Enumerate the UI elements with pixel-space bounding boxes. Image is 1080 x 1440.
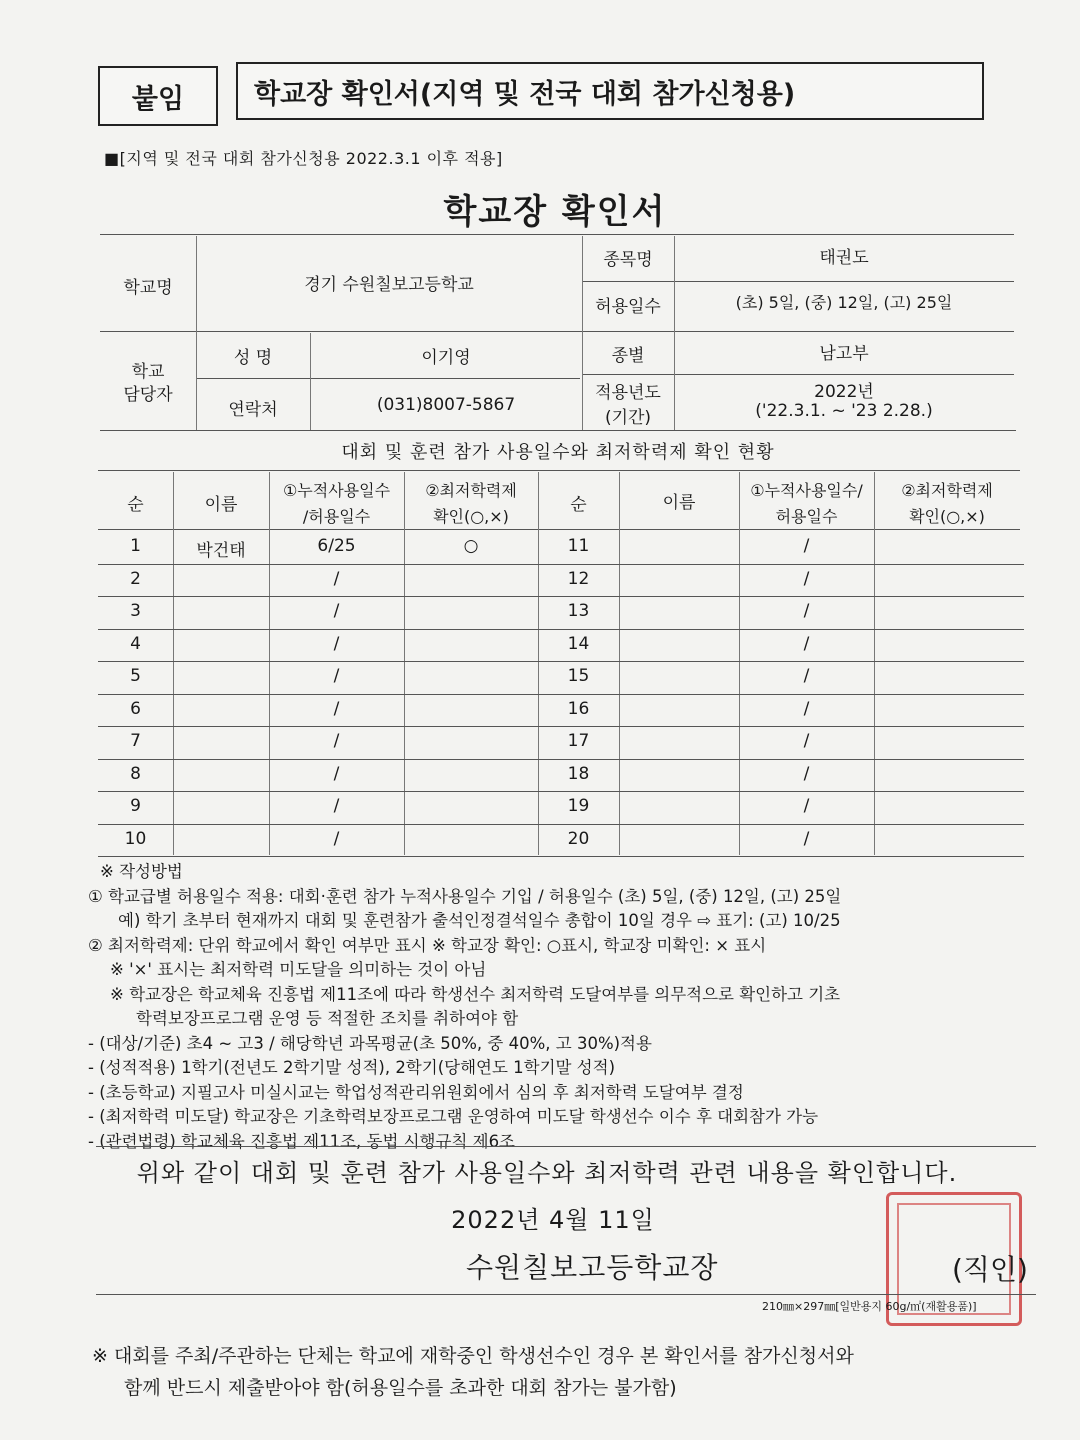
row-days: / bbox=[333, 828, 340, 849]
row-number: 9 bbox=[130, 796, 141, 816]
col-days-header: /허용일수 bbox=[302, 507, 371, 526]
note-line: ※ '×' 표시는 최저학력 미도달을 의미하는 것이 아님 bbox=[110, 960, 487, 979]
row-days: / bbox=[333, 633, 340, 654]
year-period: ('22.3.1. ~ '23 2.28.) bbox=[755, 401, 933, 421]
row-days: / bbox=[333, 763, 340, 784]
category-label: 종별 bbox=[611, 346, 645, 366]
row-days: / bbox=[333, 568, 340, 589]
row-number: 18 bbox=[567, 763, 590, 784]
notes-heading: ※ 작성방법 bbox=[100, 862, 183, 881]
table-vline bbox=[404, 472, 405, 855]
issue-date: 2022년 4월 11일 bbox=[451, 1206, 655, 1234]
year-label: (기간) bbox=[604, 408, 652, 428]
confirm-top-border bbox=[96, 1146, 1036, 1147]
note-line: - (최저학력 미도달) 학교장은 기초학력보장프로그램 운영하여 미도달 학생선수 이수 후 대회참가 가능 bbox=[88, 1107, 819, 1126]
main-title: 학교장 확인서 bbox=[443, 192, 667, 232]
row-number: 14 bbox=[567, 633, 590, 654]
col-check-header: 확인(○,×) bbox=[433, 507, 509, 526]
name-label: 성 명 bbox=[233, 348, 273, 368]
table-row-border bbox=[98, 759, 1024, 760]
row-days: / bbox=[803, 568, 810, 589]
col-check-header: ②최저학력제 bbox=[425, 481, 517, 500]
writing-instructions bbox=[88, 860, 1048, 1154]
row-number: 19 bbox=[567, 796, 590, 816]
note-line: ② 최저학력제: 단위 학교에서 확인 여부만 표시 ※ 학교장 확인: ○표시, 학교장 미확인: × 표시 bbox=[88, 935, 767, 955]
note-line: 예) 학기 초부터 현재까지 대회 및 훈련참가 출석인정결석일수 총합이 10일 경우 ⇨ 표기: (고) 10/25 bbox=[118, 911, 841, 930]
table-row-border bbox=[98, 629, 1024, 630]
school-value: 경기 수원칠보고등학교 bbox=[304, 275, 474, 295]
row-days: / bbox=[803, 633, 810, 654]
table-row-border bbox=[98, 824, 1024, 825]
row-number: 12 bbox=[567, 568, 590, 589]
note-line: - (성적적용) 1학기(전년도 2학기말 성적), 2학기(당해연도 1학기말 성적) bbox=[88, 1058, 616, 1077]
row-number: 8 bbox=[130, 763, 141, 784]
row-number: 1 bbox=[130, 536, 141, 556]
row-days: / bbox=[803, 796, 810, 816]
col-name-header: 이름 bbox=[204, 495, 238, 515]
col-days-header: ①누적사용일수 bbox=[282, 481, 391, 500]
year-label: 적용년도 bbox=[595, 383, 661, 403]
row-number: 4 bbox=[130, 633, 141, 654]
footer-line: 함께 반드시 제출받아야 함(허용일수를 초과한 대회 참가는 불가함) bbox=[124, 1377, 677, 1399]
row-days: / bbox=[803, 828, 810, 849]
row-number: 15 bbox=[567, 666, 590, 686]
table-row-border bbox=[98, 856, 1024, 857]
table-row-border bbox=[98, 726, 1024, 727]
section-title: 대회 및 훈련 참가 사용일수와 최저학력제 확인 현황 bbox=[341, 442, 775, 463]
row-days: / bbox=[333, 666, 340, 686]
row-days: / bbox=[803, 536, 810, 556]
row-days: / bbox=[803, 731, 810, 751]
row-number: 2 bbox=[130, 568, 141, 589]
row-number: 11 bbox=[567, 536, 590, 556]
school-label: 학교명 bbox=[123, 278, 173, 298]
allowed-days-label: 허용일수 bbox=[595, 297, 661, 317]
table-vline bbox=[874, 472, 875, 855]
note-line: 학력보장프로그램 운영 등 적절한 조치를 취하여야 함 bbox=[136, 1009, 519, 1028]
table-header-border bbox=[98, 529, 1020, 530]
row-days: / bbox=[333, 731, 340, 751]
row-days: / bbox=[803, 698, 810, 719]
contact-label: 연락처 bbox=[228, 400, 278, 420]
manager-label: 담당자 bbox=[123, 385, 173, 405]
row-name: 박건태 bbox=[196, 541, 246, 561]
row-days: / bbox=[803, 601, 810, 621]
allowed-days-value: (초) 5일, (중) 12일, (고) 25일 bbox=[735, 293, 953, 312]
info-bottom-border bbox=[100, 430, 1016, 431]
table-row-border bbox=[98, 661, 1024, 662]
sport-value: 태권도 bbox=[819, 248, 869, 268]
row-number: 17 bbox=[567, 731, 590, 751]
contact-value: (031)8007-5867 bbox=[376, 395, 516, 415]
form-subnote: ■[지역 및 전국 대회 참가신청용 2022.3.1 이후 적용] bbox=[104, 149, 503, 168]
confirm-statement: 위와 같이 대회 및 훈련 참가 사용일수와 최저학력 관련 내용을 확인합니다. bbox=[136, 1159, 958, 1187]
table-vline bbox=[619, 472, 620, 855]
info-divider bbox=[196, 378, 580, 379]
note-line: - (초등학교) 지필고사 미실시교는 학업성적관리위원회에서 심의 후 최저학력 도달여부 결정 bbox=[88, 1082, 744, 1102]
attachment-label: 붙임 bbox=[98, 66, 218, 126]
row-number: 13 bbox=[567, 601, 590, 621]
col-check-header: ②최저학력제 bbox=[901, 481, 993, 500]
sport-label: 종목명 bbox=[603, 250, 653, 270]
col-days-header: ①누적사용일수/ bbox=[750, 481, 863, 500]
principal-name: 수원칠보고등학교장 bbox=[466, 1251, 719, 1284]
info-divider bbox=[582, 374, 1014, 375]
col-name-header: 이름 bbox=[662, 493, 696, 513]
row-days: / bbox=[333, 796, 340, 816]
row-number: 6 bbox=[130, 698, 141, 719]
info-top-border bbox=[100, 234, 1014, 235]
category-value: 남고부 bbox=[819, 344, 869, 364]
manager-label: 학교 bbox=[131, 362, 165, 382]
row-number: 5 bbox=[130, 666, 141, 686]
table-row-border bbox=[98, 596, 1024, 597]
row-number: 7 bbox=[130, 731, 141, 751]
table-vline bbox=[173, 472, 174, 855]
row-days: / bbox=[333, 698, 340, 719]
note-line: - (관련법령) 학교체육 진흥법 제11조, 동법 시행규칙 제6조 bbox=[88, 1131, 515, 1151]
note-line: ① 학교급별 허용일수 적용: 대회·훈련 참가 누적사용일수 기입 / 허용일수 (초) 5일, (중) 12일, (고) 25일 bbox=[88, 886, 842, 906]
confirm-bottom-border bbox=[96, 1294, 1036, 1295]
name-value: 이기영 bbox=[421, 348, 471, 368]
row-number: 20 bbox=[567, 828, 590, 849]
col-days-header: 허용일수 bbox=[775, 507, 838, 526]
row-days: / bbox=[803, 666, 810, 686]
info-divider bbox=[582, 281, 1014, 282]
col-check-header: 확인(○,×) bbox=[909, 507, 985, 526]
table-row-border bbox=[98, 694, 1024, 695]
note-line: ※ 학교장은 학교체육 진흥법 제11조에 따라 학생선수 최저학력 도달여부를 의무적으로 확인하고 기초 bbox=[110, 984, 841, 1004]
row-days: 6/25 bbox=[317, 536, 356, 556]
note-line: - (대상/기준) 초4 ~ 고3 / 해당학년 과목평균(초 50%, 중 40%, 고 30%)적용 bbox=[88, 1033, 652, 1053]
col-no-header: 순 bbox=[127, 495, 144, 515]
table-row-border bbox=[98, 564, 1024, 565]
col-no-header: 순 bbox=[570, 495, 587, 515]
paper-spec: 210㎜×297㎜[일반용지 60g/㎡(재활용품)] bbox=[762, 1300, 977, 1313]
footer-notice bbox=[92, 1340, 854, 1404]
row-days: / bbox=[803, 763, 810, 784]
seal-label: (직인) bbox=[952, 1253, 1028, 1286]
row-number: 16 bbox=[567, 698, 590, 719]
row-days: / bbox=[333, 601, 340, 621]
row-check: ○ bbox=[463, 536, 479, 556]
year-value: 2022년 bbox=[814, 382, 874, 402]
table-row-border bbox=[98, 791, 1024, 792]
row-number: 3 bbox=[130, 601, 141, 621]
table-top-border bbox=[98, 470, 1020, 471]
info-divider bbox=[100, 331, 1014, 332]
footer-line: ※ 대회를 주최/주관하는 단체는 학교에 재학중인 학생선수인 경우 본 확인서를 참가신청서와 bbox=[92, 1345, 854, 1367]
header-title: 학교장 확인서(지역 및 전국 대회 참가신청용) bbox=[236, 62, 984, 120]
row-number: 10 bbox=[124, 828, 147, 849]
